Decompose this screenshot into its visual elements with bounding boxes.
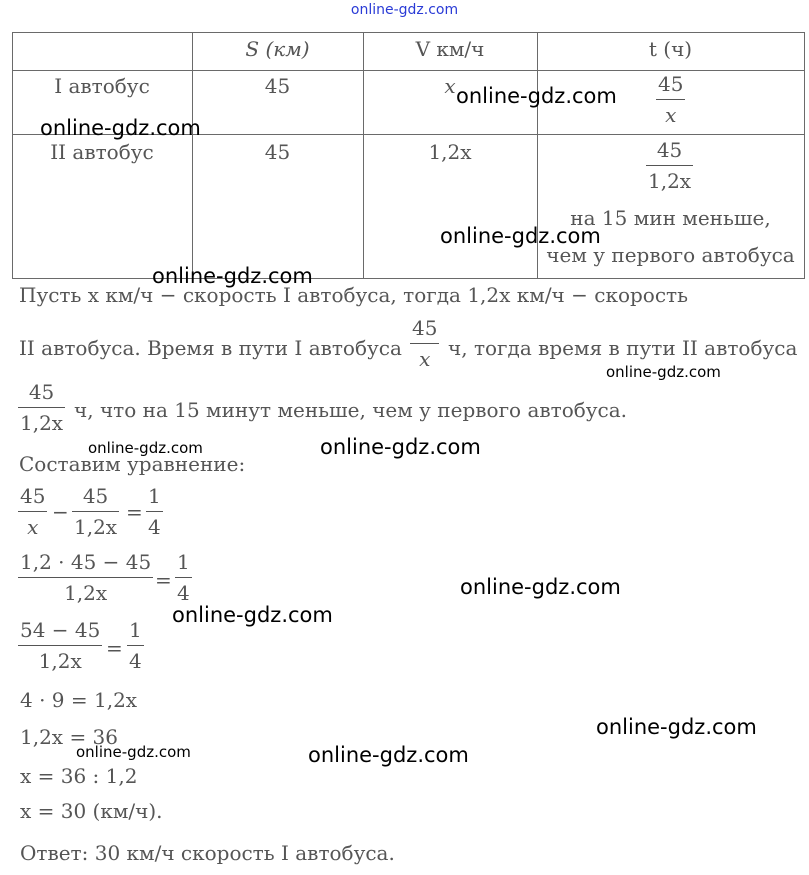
- paragraph-4: Составим уравнение:: [19, 452, 246, 476]
- watermark: online-gdz.com: [40, 116, 201, 140]
- watermark: online-gdz.com: [152, 264, 313, 288]
- row2-t-note-line1: на 15 мин меньше,: [570, 206, 771, 230]
- watermark: online-gdz.com: [308, 743, 469, 767]
- header-t: t (ч): [648, 37, 693, 61]
- watermark: online-gdz.com: [596, 715, 757, 739]
- watermark: online-gdz.com: [460, 575, 621, 599]
- p2-fraction: 45 x: [412, 316, 438, 371]
- paragraph-2a: II автобуса. Время в пути I автобуса: [19, 336, 402, 360]
- row2-label: II автобус: [50, 140, 154, 164]
- watermark: online-gdz.com: [440, 224, 601, 248]
- row2-t-fraction: 45 1,2x: [648, 138, 692, 193]
- row1-v: x: [444, 74, 456, 98]
- row2-s: 45: [264, 140, 291, 164]
- header-v: V км/ч: [415, 37, 485, 61]
- watermark: online-gdz.com: [606, 363, 721, 381]
- row1-t-fraction: 45 x: [658, 72, 684, 127]
- header-s: S (км): [245, 37, 310, 61]
- row2-t-note-line2: чем у первого автобуса: [546, 243, 795, 267]
- watermark: online-gdz.com: [456, 84, 617, 108]
- paragraph-2b: ч, тогда время в пути II автобуса: [448, 336, 798, 360]
- watermark: online-gdz.com: [320, 435, 481, 459]
- watermark: online-gdz.com: [76, 743, 191, 761]
- p3-fraction: 45 1,2x: [20, 380, 64, 435]
- equation-4: 4 · 9 = 1,2x: [20, 688, 138, 712]
- watermark: online-gdz.com: [88, 439, 203, 457]
- watermark: online-gdz.com: [172, 603, 333, 627]
- header-watermark: online-gdz.com: [350, 2, 459, 18]
- equation-7: x = 30 (км/ч).: [20, 799, 163, 823]
- row2-v: 1,2x: [428, 140, 472, 164]
- equation-5: 1,2x = 36: [20, 725, 119, 749]
- answer-line: Ответ: 30 км/ч скорость I автобуса.: [20, 841, 395, 865]
- paragraph-3: ч, что на 15 минут меньше, чем у первого автобуса.: [74, 398, 628, 422]
- row1-s: 45: [264, 74, 291, 98]
- paragraph-1: Пусть x км/ч − скорость I автобуса, тогда 1,2x км/ч − скорость: [19, 283, 688, 307]
- equation-6: x = 36 : 1,2: [20, 764, 138, 788]
- row1-label: I автобус: [54, 74, 150, 98]
